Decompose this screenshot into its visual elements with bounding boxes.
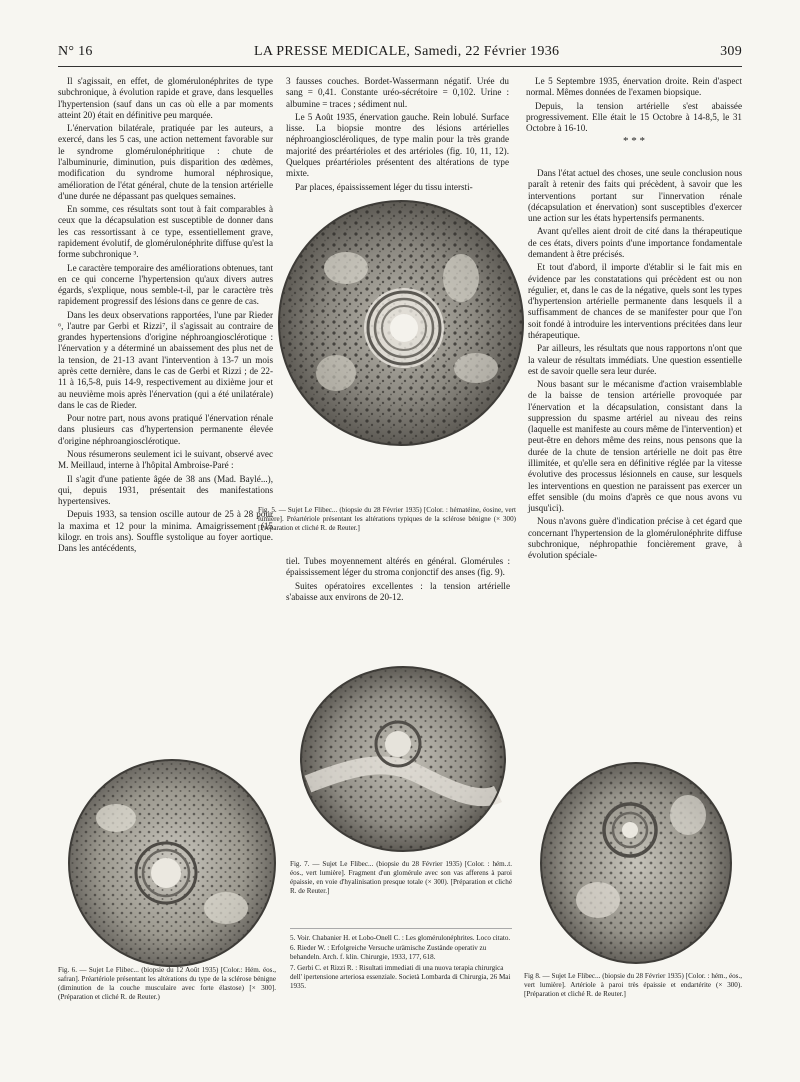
paragraph: 3 fausses couches. Bordet-Wassermann négatif. Urée du sang = 0,41. Constante uréo-sécrétoire = 0,102. Urine : albumine = traces ; sédiment nul. xyxy=(286,76,509,109)
figure-8-caption xyxy=(524,972,742,999)
paragraph: Il s'agit d'une patiente âgée de 38 ans (Mad. Baylé...), qui, depuis 1931, présentait des manifestations hypertensives. xyxy=(58,473,273,507)
paragraph: L'énervation bilatérale, pratiquée par les auteurs, a exercé, dans les 5 cas, une action nettement favorable sur le syndrome glomérulonéphritique : chute de l'albuminurie, diminution, puis disparition des œdèmes, modification du syndrome humoral néphrosique, amélioration de l'état général, chute de la tension artérielle d'une durée ne dépassant pas quelques semaines. xyxy=(58,123,273,201)
paragraph: Et tout d'abord, il importe d'établir si le fait mis en évidence par les constatations qui précèdent est ou non régulier, et, dans le cas de la négative, quels sont les types d'hypertension artérielle permanente dans lesquels il a suffisamment de chances de se manifester pour que l'on soit fondé à introduire les interventions précitées dans leur thérapeutique. xyxy=(528,262,742,340)
paragraph: Nous n'avons guère d'indication précise à cet égard que concernant l'hypertension de la glomérulonéphrite diffuse subchronique, néphropathie foncièrement grave, à évolution spéciale- xyxy=(528,516,742,561)
paragraph: Depuis 1933, sa tension oscille autour de 25 à 28 pour la maxima et 12 pour la minima. Amaigrissement (15 kilogr. en trois ans). Souffle systolique au foyer aortique. Dans les antécédents, xyxy=(58,509,273,554)
section-stars: * * * xyxy=(623,135,645,148)
paragraph: Dans les deux observations rapportées, l'une par Rieder ⁶, l'autre par Gerbi et Rizzi⁷, il s'agissait au contraire de grandes hypertensions d'origine néphroangiosclérotique : l'énervation y a déterminé un abaissement des plus net de la tension, de 21-13 avant l'intervention à 13-7 un mois après cette dernière, dans le cas de Gerbi et Rizzi ; de 22-11 à 16,5-8, puis 14-9, respectivement au dixième jour et au neuvième mois après l'énervation (qui a été unilatérale) dans le cas de Rieder. xyxy=(58,309,273,410)
footnote: 6. Rieder W. : Erfolgreiche Versuche urämische Zustände operativ zu behandeln. Arch. f. klin. Chirurgie, 1933, 177, 618. xyxy=(290,944,487,962)
figure-6-micrograph xyxy=(66,758,278,968)
caption-text: Fig. 6. — Sujet Le Flibec... (biopsie du 12 Août 1935) [Color.: Hém. éos., safran]. Préartériole présentant les altérations du type de la sclérose bénigne (diminution de la couche musculaire avec forte élastose) [× 300]. (Préparation et cliché R. de Reuter.) xyxy=(58,966,276,1001)
paragraph: Suites opératoires excellentes : la tension artérielle s'abaisse aux environs de 20-12. xyxy=(286,580,510,602)
paragraph: Nous basant sur le mécanisme d'action vraisemblable de la baisse de tension artérielle provoquée par l'énervation et la décapsulation, consistant dans la suppression du spasme artériel au niveau des reins (laquelle est manifeste au cours même de l'intervention) et peut-être en dehors même des reins, nous pensons que la durée de la chute de tension artérielle ne doit pas être illimitée, et qu'elle sera en définitive réglée par la vitesse évolutive des processus lésionnels en cause, sur lesquels les interventions en question ne paraissent pas exercer un effet sensible (du moins d'après ce que nous avons vu jusqu'ici). xyxy=(528,379,742,514)
caption-text: Fig 8. — Sujet Le Flibec... (biopsie du 28 Février 1935) [Color. : hém., éos., vert lumière]. Artériole à paroi très épaissie et endartérite (× 300). [Préparation et cliché R. de Reuter.] xyxy=(524,972,742,998)
text-column-3-top xyxy=(526,76,742,146)
paragraph: Par ailleurs, les résultats que nous rapportons n'ont que la valeur de résultats immédiats. Une question essentielle est de savoir quelle sera leur durée. xyxy=(528,343,742,376)
paragraph: Depuis, la tension artérielle s'est abaissée progressivement. Elle était le 15 Octobre à 14-8,5, le 31 Octobre à 16-10. xyxy=(526,100,742,134)
page-number: 309 xyxy=(720,44,742,59)
paragraph: Il s'agissait, en effet, de glomérulonéphrites de type subchronique, à évolution rapide et grave, dans lesquelles l'hypertension (sauf dans un cas où elle a par moments atteint 20) était en définitive peu marquée. xyxy=(58,76,273,120)
paragraph: Le 5 Septembre 1935, énervation droite. Rein d'aspect normal. Mêmes données de l'examen biopsique. xyxy=(526,76,742,98)
page-header xyxy=(58,44,742,68)
figure-6-caption xyxy=(58,966,276,1002)
footnote: 5. Voir. Chabanier H. et Lobo-Onell C. : Les glomérulonéphrites. Loco citato. xyxy=(290,934,511,942)
footnote-rule xyxy=(290,928,512,929)
paragraph: Avant qu'elles aient droit de cité dans la thérapeutique de ces états, divers points d'une importance fondamentale demandent à être précisés. xyxy=(528,226,742,259)
paragraph: tiel. Tubes moyennement altérés en général. Glomérules : épaississement léger du stroma conjonctif des anses (fig. 9). xyxy=(286,556,510,578)
paragraph: Le caractère temporaire des améliorations obtenues, tant en ce qui concerne l'hypertension qu'aux divers autres égards, s'explique, nous semble-t-il, par le caractère très rapidement progressif des lésions dans ce genre de cas. xyxy=(58,262,273,307)
paragraph: Le 5 Août 1935, énervation gauche. Rein lobulé. Surface lisse. La biopsie montre des lésions artérielles néphroangioscléroliques, de type malin pour la très grande majorité des préartérioles et des artérioles (fig. 10, 11, 12). Quelques préartérioles présentent des altérations de type mixte. xyxy=(286,111,509,179)
paragraph: Pour notre part, nous avons pratiqué l'énervation rénale dans plusieurs cas d'hypertension permanente élevée d'origine néphroangiosclérotique. xyxy=(58,413,273,446)
caption-text: Fig. 7. — Sujet Le Flibec... (biopsie du 28 Février 1935) [Color. : hém..t. éos., vert lumière]. Fragment d'un glomérule avec son vas afferens à paroi épaissie, en voie d'hyalinisation presque totale (× 300). [Préparation et cliché R. de Reuter.] xyxy=(290,860,512,895)
figure-8-micrograph xyxy=(538,760,734,966)
text-column-1 xyxy=(58,76,273,557)
footnote: 7. Gerbi C. et Rizzi R. : Risultati immediati di una nuova terapia chirurgica dell' ipertensione arteriosa essenziale. Società Lombarda di Chirurgia, 26 Mai 1935. xyxy=(290,963,511,991)
paragraph: Dans l'état actuel des choses, une seule conclusion nous paraît à retenir des faits qui précèdent, à savoir que les interventions portant sur l'innervation rénale (décapsulation et énervation) sont susceptibles d'exercer une action sur les états hypertensifs permanents. xyxy=(528,168,742,224)
paragraph: Nous résumerons seulement ici le suivant, observé avec M. Meillaud, interne à l'hôpital Ambroise-Paré : xyxy=(58,449,273,471)
caption-text: Fig. 5. — Sujet Le Flibec... (biopsie du 28 Février 1935) [Color. : hématéine, éosine, vert lumière]. Préartériole présentant les altérations typiques de la sclérose bénigne (× 300) [Préparation et cliché R. de Reuter.] xyxy=(258,506,516,532)
paragraph: Par places, épaississement léger du tissu intersti- xyxy=(295,181,473,192)
figure-7-caption xyxy=(290,860,512,896)
text-column-2-bottom xyxy=(286,556,510,605)
journal-title: LA PRESSE MEDICALE, Samedi, 22 Février 1936 xyxy=(254,44,560,59)
header-rule xyxy=(58,66,742,67)
figure-7-micrograph xyxy=(298,664,508,854)
paragraph: En somme, ces résultats sont tout à fait comparables à ceux que la décapsulation est susceptible de donner dans les cas ressortissant à ce type, essentiellement grave, rapidement évolutif, de glomérulonéphrite diffuse qu'est la forme subchronique ³. xyxy=(58,204,273,260)
figure-5-caption xyxy=(258,506,516,533)
text-column-2-top xyxy=(286,76,509,195)
text-column-3 xyxy=(528,168,742,564)
footnotes xyxy=(290,934,512,992)
figure-5-micrograph xyxy=(276,198,526,448)
issue-number: N° 16 xyxy=(58,44,93,59)
